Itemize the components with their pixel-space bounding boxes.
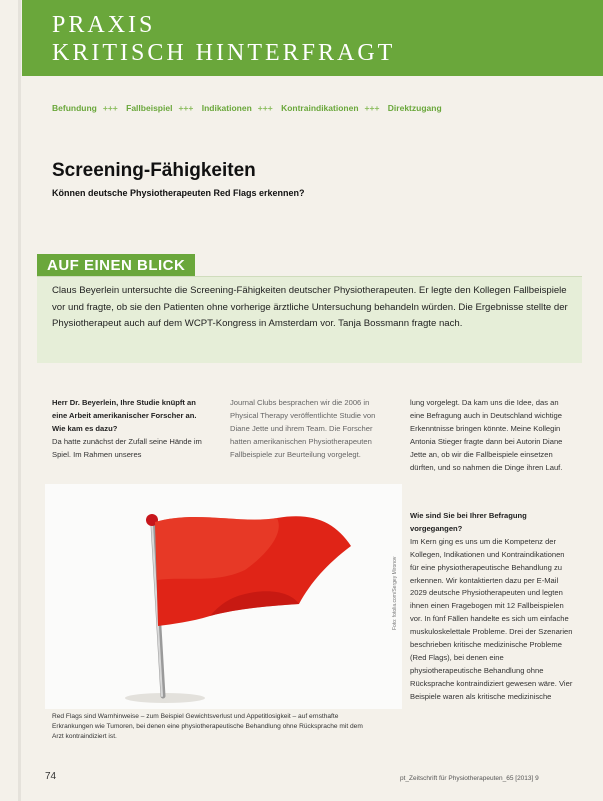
interview-answer-2: Im Kern ging es uns um die Kompetenz der Kollegen, Indikationen und Kontraindikationen für eine physiotherapeutische Behandlung zu erkennen. Wir kontaktierten dazu per E-Mail 2029 deutsche Physiotherapeuten und legten ihnen einen Fragebogen mit 12 Fallbeispielen vor. In fünf Fällen handelte es sich um einfache muskuloskelettale Probleme. Drei der Szenarien beschrieben kritische medizinische Probleme (Red Flags), bei denen eine physiotherapeutische Behandlung ohne Rücksprache kontraindiziert gewesen wäre. Vier Beispiele waren als kritische medizinische [410,536,573,701]
column-3-top: lung vorgelegt. Da kam uns die Idee, das an eine Befragung auch in Deutschland wichtige Erkenntnisse bringen könnte. Meine Kollegin Antonia Stieger fragte dann bei Autorin Diane Jette an, ob wir die Fallbeispiele einsetzen dürften, und so nahmen die Dinge ihren Lauf. [410,398,563,472]
article-subtitle: Können deutsche Physiotherapeuten Red Flags erkennen? [52,188,305,198]
article-title: Screening-Fähigkeiten [52,160,256,181]
figure-caption: Red Flags sind Warnhinweise – zum Beispiel Gewichtsverlust und Appetitlosigkeit – auf ernsthafte Erkrankungen wie Tumoren, bei denen eine physiotherapeutische Behandlung ohne Rücksprache mit dem Arzt kontraindiziert ist. [52,713,363,740]
topic-indikationen: Indikationen [201,103,252,113]
red-flag-icon [45,484,402,709]
page-number: 74 [45,771,57,782]
topic-nav: Befundung +++ Fallbeispiel +++ Indikationen +++ Kontraindikationen +++ Direktzugang [52,103,442,113]
interview-question-1: Herr Dr. Beyerlein, Ihre Studie knüpft an eine Arbeit amerikanischer Forscher an. Wie kam es dazu? [52,398,197,433]
red-flag-image [45,484,402,709]
topic-fallbeispiel: Fallbeispiel [126,103,173,113]
photo-credit: Foto: fotolia.com/Sergey Mironov [392,556,398,630]
section-title-line1: PRAXIS [52,12,156,38]
section-header [22,0,603,76]
summary-label: AUF EINEN BLICK [37,254,195,276]
journal-footer: pt_Zeitschrift für Physiotherapeuten_65 [2013] 9 [400,775,539,782]
topic-kontraindikationen: Kontraindikationen [281,103,359,113]
topic-befundung: Befundung [52,103,97,113]
page-edge [18,0,21,801]
column-2: Journal Clubs besprachen wir die 2006 in Physical Therapy veröffentlichte Studie von Diane Jette und ihrem Team. Die Forscher hatten amerikanischen Physiotherapeuten Fallbeispiele zur Beurteilung vorgelegt. [230,398,376,459]
column-3-bottom [410,510,575,704]
column-1 [52,397,207,462]
interview-question-2: Wie sind Sie bei Ihrer Befragung vorgegangen? [410,511,527,533]
interview-answer-1: Da hatte zunächst der Zufall seine Hände im Spiel. Im Rahmen unseres [52,436,202,459]
summary-text: Claus Beyerlein untersuchte die Screening-Fähigkeiten deutscher Physiotherapeuten. Er legte den Kollegen Fallbeispiele vor und fragte, ob sie den Patienten ohne vorherige ärztliche Untersuchung behandeln würden. Die Ergebnisse stellte der Physiotherapeut auch auf dem WCPT-Kongress in Amsterdam vor. Tanja Bossmann fragte nach. [52,285,568,329]
topic-direktzugang: Direktzugang [387,103,442,113]
section-title-line2: KRITISCH HINTERFRAGT [52,40,396,66]
